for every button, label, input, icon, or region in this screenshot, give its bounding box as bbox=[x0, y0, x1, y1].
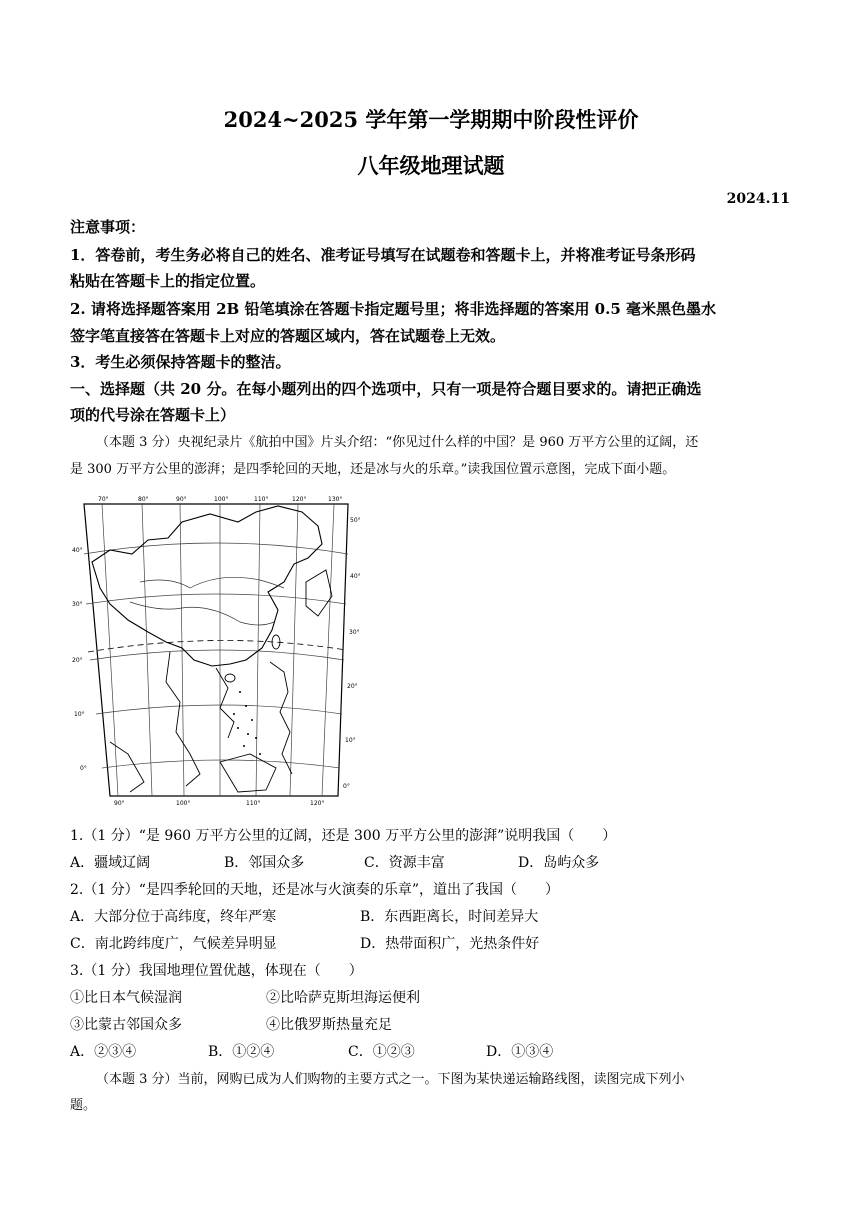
question-2-stem: 2.（1 分）“是四季轮回的天地，还是冰与火演奏的乐章”，道出了我国（ ） bbox=[70, 882, 560, 898]
intro-2-line-2: 题。 bbox=[70, 1098, 97, 1113]
map-label-lat-right: 0° bbox=[343, 783, 350, 790]
question-2-option-c[interactable]: C．南北跨纬度广，气候差异明显 bbox=[70, 936, 277, 952]
question-1-stem: 1.（1 分）“是 960 万平方公里的辽阔，还是 300 万平方公里的澎湃”说明我国（ ） bbox=[70, 828, 617, 844]
question-3-stem: 3.（1 分）我国地理位置优越，体现在（ ） bbox=[70, 963, 363, 979]
map-label-lon-top: 70° bbox=[98, 496, 109, 503]
map-label-lat-right: 10° bbox=[345, 737, 356, 744]
note-2-line-2: 签字笔直接答在答题卡上对应的答题区域内，答在试题卷上无效。 bbox=[70, 327, 506, 345]
question-3-statement-4: ④比俄罗斯热量充足 bbox=[266, 1017, 392, 1033]
map-label-lat-right: 40° bbox=[350, 573, 361, 580]
map-label-lat-left: 10° bbox=[74, 711, 85, 718]
map-label-lon-top: 110° bbox=[254, 496, 269, 503]
map-label-lon-bottom: 110° bbox=[246, 800, 261, 807]
map-label-lon-bottom: 90° bbox=[114, 800, 125, 807]
map-label-lat-left: 30° bbox=[72, 601, 83, 608]
question-1-option-b[interactable]: B．邻国众多 bbox=[224, 855, 305, 871]
exam-date: 2024.11 bbox=[726, 191, 790, 207]
section-heading-line-2: 项的代号涂在答题卡上） bbox=[70, 406, 236, 424]
note-3: 3．考生必须保持答题卡的整洁。 bbox=[70, 353, 291, 371]
note-1-line-1: 1．答卷前，考生务必将自己的姓名、准考证号填写在试题卷和答题卡上，并将准考证号条形码 bbox=[70, 246, 696, 264]
exam-title: 2024~2025 学年第一学期期中阶段性评价 bbox=[223, 107, 639, 132]
section-heading-line-1: 一、选择题（共 20 分。在每小题列出的四个选项中，只有一项是符合题目要求的。请把正确选 bbox=[70, 380, 702, 398]
question-1-option-c[interactable]: C．资源丰富 bbox=[364, 855, 445, 871]
question-2-option-a[interactable]: A．大部分位于高纬度，终年严寒 bbox=[70, 909, 277, 925]
map-label-lat-left: 40° bbox=[72, 547, 83, 554]
question-3-option-a[interactable]: A．②③④ bbox=[70, 1044, 137, 1060]
map-label-lon-top: 130° bbox=[328, 496, 343, 503]
question-1-option-d[interactable]: D．岛屿众多 bbox=[518, 855, 600, 871]
map-label-lat-right: 30° bbox=[349, 629, 360, 636]
notes-heading: 注意事项： bbox=[70, 218, 146, 236]
question-3-statement-3: ③比蒙古邻国众多 bbox=[70, 1017, 182, 1033]
question-3-statement-1: ①比日本气候湿润 bbox=[70, 990, 182, 1006]
intro-1-line-1: （本题 3 分）央视纪录片《航拍中国》片头介绍：“你见过什么样的中国？是 960 万平方公里的辽阔，还 bbox=[96, 435, 699, 450]
question-3-option-b[interactable]: B．①②④ bbox=[208, 1044, 275, 1060]
map-label-lon-top: 120° bbox=[292, 496, 307, 503]
question-1-option-a[interactable]: A．疆域辽阔 bbox=[70, 855, 151, 871]
question-3-option-d[interactable]: D．①③④ bbox=[486, 1044, 554, 1060]
question-3-option-c[interactable]: C．①②③ bbox=[348, 1044, 415, 1060]
exam-subtitle: 八年级地理试题 bbox=[357, 153, 505, 178]
question-2-option-d[interactable]: D．热带面积广，光热条件好 bbox=[360, 936, 540, 952]
map-label-lat-left: 0° bbox=[80, 765, 87, 772]
note-2-line-1: 2. 请将选择题答案用 2B 铅笔填涂在答题卡指定题号里；将非选择题的答案用 0.5 毫米黑色墨水 bbox=[70, 300, 716, 318]
intro-1-line-2: 是 300 万平方公里的澎湃；是四季轮回的天地，还是冰与火的乐章。”读我国位置示意图，完成下面小题。 bbox=[70, 462, 676, 477]
map-label-lat-left: 20° bbox=[72, 657, 83, 664]
map-label-lon-bottom: 100° bbox=[176, 800, 191, 807]
map-label-lon-top: 100° bbox=[214, 496, 229, 503]
map-label-lon-top: 90° bbox=[176, 496, 187, 503]
question-2-option-b[interactable]: B．东西距离长，时间差异大 bbox=[360, 909, 539, 925]
map-label-lon-top: 80° bbox=[138, 496, 149, 503]
china-location-map bbox=[70, 492, 368, 810]
intro-2-line-1: （本题 3 分）当前，网购已成为人们购物的主要方式之一。下图为某快递运输路线图，读图完成下列小 bbox=[96, 1072, 685, 1087]
question-3-statement-2: ②比哈萨克斯坦海运便利 bbox=[266, 990, 420, 1006]
map-label-lon-bottom: 120° bbox=[310, 800, 325, 807]
map-label-lat-right: 20° bbox=[347, 683, 358, 690]
note-1-line-2: 粘贴在答题卡上的指定位置。 bbox=[70, 272, 266, 290]
map-label-lat-right: 50° bbox=[350, 517, 361, 524]
